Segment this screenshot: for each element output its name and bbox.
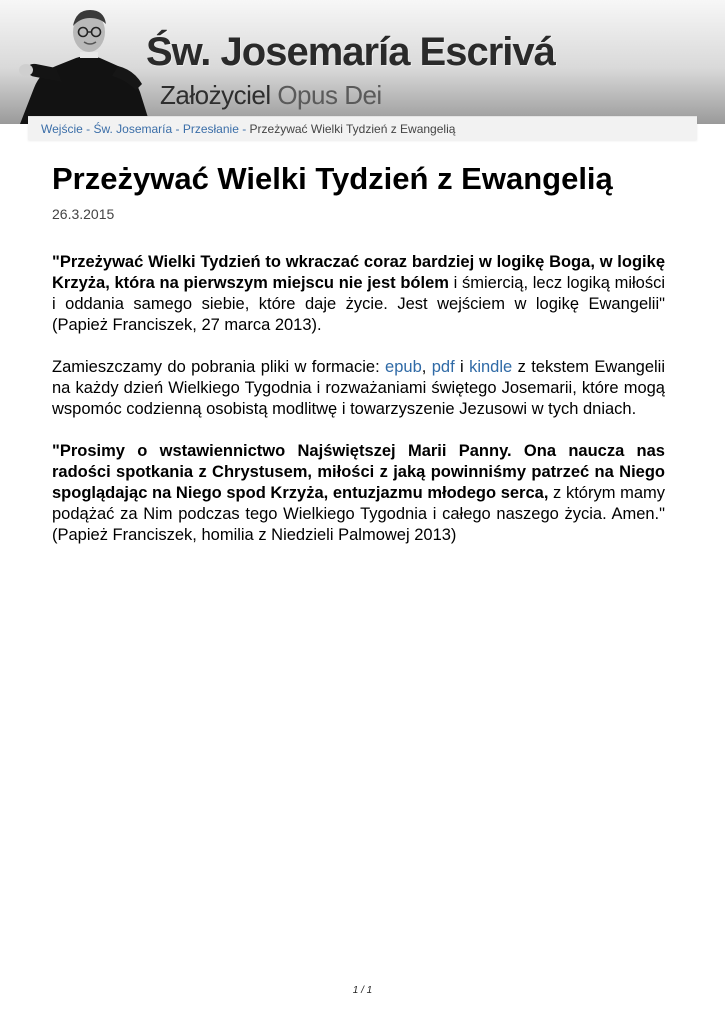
article-title: Przeżywać Wielki Tydzień z Ewangelią	[52, 161, 613, 196]
quote-normal-text: i śmiercią, lecz logiką miłości i oddania samego siebie, które daje życie. Jest wejściem w logikę Ewangelii" (Papież Franciszek, 27 marca 2013).	[52, 274, 665, 334]
paragraph-quote-2	[52, 441, 665, 546]
quote-normal-text: z którym mamy podążać za Nim podczas tego Wielkiego Tygodnia i całego naszego życia. Amen." (Papież Franciszek, homilia z Niedzieli Palmowej 2013)	[52, 484, 666, 544]
article-date: 26.3.2015	[52, 206, 115, 222]
breadcrumb-separator: -	[238, 122, 250, 136]
downloads-intro: Zamieszczamy do pobrania pliki w formacie:	[52, 358, 386, 376]
site-subtitle	[160, 80, 382, 111]
quote-bold-text: "Przeżywać Wielki Tydzień to wkraczać coraz bardziej w logikę Boga, w logikę Krzyża, która na pierwszym miejscu nie jest bólem	[52, 253, 665, 292]
breadcrumb	[28, 116, 697, 140]
site-banner	[0, 0, 725, 124]
breadcrumb-separator: -	[82, 122, 94, 136]
subtitle-founder: Założyciel	[160, 80, 271, 110]
subtitle-opus-dei: Opus Dei	[277, 80, 382, 110]
epub-link[interactable]: epub	[385, 358, 422, 376]
downloads-and: i	[454, 358, 470, 376]
breadcrumb-link-josemaria[interactable]: Św. Josemaría	[93, 122, 173, 136]
pdf-link[interactable]: pdf	[431, 358, 455, 376]
article	[52, 158, 665, 546]
paragraph-downloads	[52, 357, 665, 420]
site-title: Św. Josemaría Escrivá	[146, 30, 555, 74]
breadcrumb-separator: -	[172, 122, 183, 136]
paragraph-quote-1	[52, 252, 665, 336]
downloads-rest: z tekstem Ewangelii na każdy dzień Wielkiego Tygodnia i rozważaniami świętego Josemarii, które mogą wspomóc codzienną osobistą modlitwę i towarzyszenie Jezusowi w tych dniach.	[52, 358, 665, 418]
quote-bold-text: "Prosimy o wstawiennictwo Najświętszej Marii Panny. Ona naucza nas radości spotkania z Chrystusem, miłości z jaką powinniśmy patrzeć na Niego spoglądając na Niego spod Krzyża, entuzjazmu młodego serca,	[52, 442, 665, 502]
page-number: 1 / 1	[352, 985, 373, 996]
breadcrumb-link-message[interactable]: Przesłanie	[182, 122, 239, 136]
breadcrumb-current: Przeżywać Wielki Tydzień z Ewangelią	[249, 122, 456, 136]
kindle-link[interactable]: kindle	[469, 358, 513, 376]
downloads-comma: ,	[421, 358, 432, 376]
breadcrumb-link-home[interactable]: Wejście	[41, 122, 83, 136]
